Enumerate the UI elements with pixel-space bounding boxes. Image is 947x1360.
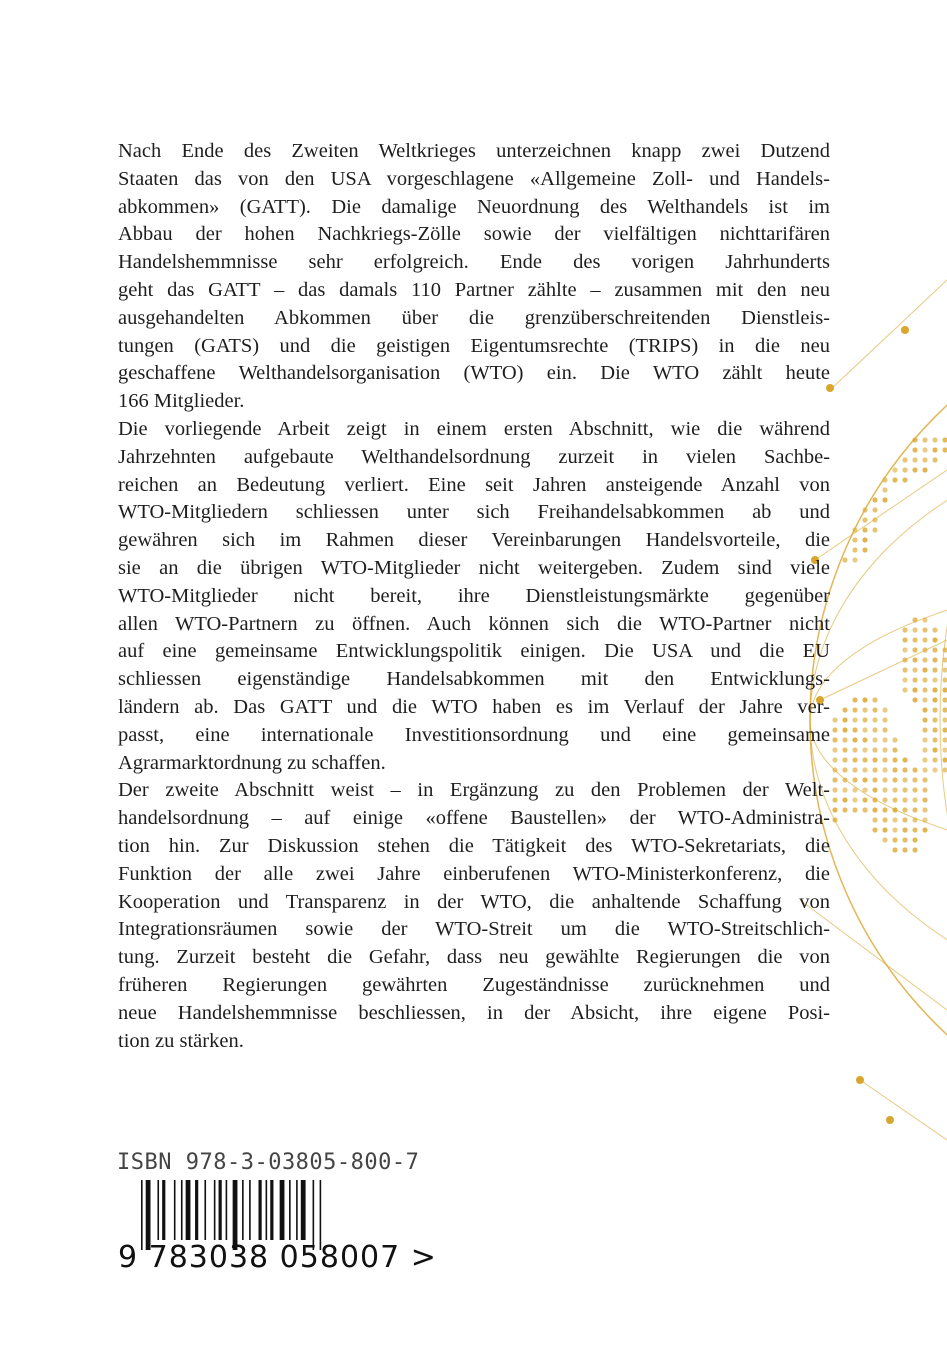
barcode-bar	[174, 1180, 176, 1240]
globe-dot	[902, 797, 907, 802]
globe-dot	[932, 637, 937, 642]
globe-dot	[882, 717, 887, 722]
globe-dot	[942, 667, 947, 672]
globe-dot	[922, 727, 927, 732]
globe-dot	[902, 637, 907, 642]
globe-dot	[902, 777, 907, 782]
paragraph	[118, 138, 830, 416]
globe-dot	[842, 757, 847, 762]
globe-dot	[872, 757, 877, 762]
globe-dot	[842, 737, 847, 742]
globe-dot	[872, 517, 877, 522]
network-node	[856, 1076, 864, 1084]
globe-dot	[922, 767, 927, 772]
globe-dot	[882, 827, 887, 832]
globe-dot	[922, 697, 927, 702]
globe-dot	[942, 677, 947, 682]
globe-dot	[922, 717, 927, 722]
text-line: 166 Mitglieder.	[118, 390, 245, 413]
barcode-bar	[226, 1180, 228, 1240]
globe-dot	[872, 727, 877, 732]
text-line: WTO-Mitgliedern schliessen unter sich Freihandelsabkommen ab und	[118, 501, 830, 524]
globe-dot	[912, 817, 917, 822]
globe-dot	[862, 537, 867, 542]
globe-dot	[902, 827, 907, 832]
text-line: reichen an Bedeutung verliert. Eine seit Jahren ansteigende Anzahl von	[118, 473, 830, 496]
globe-dot	[872, 717, 877, 722]
globe-dot	[872, 787, 877, 792]
globe-dot	[862, 547, 867, 552]
globe-dot	[842, 557, 847, 562]
globe-dot	[862, 807, 867, 812]
globe-dot	[842, 797, 847, 802]
globe-dot	[852, 717, 857, 722]
text-line: tion zu stärken.	[118, 1029, 244, 1052]
globe-dot	[922, 757, 927, 762]
globe-dot	[942, 647, 947, 652]
globe-dot	[932, 687, 937, 692]
paragraph	[118, 777, 830, 1055]
network-node	[886, 1116, 894, 1124]
globe-dot	[912, 457, 917, 462]
globe-dot	[892, 837, 897, 842]
globe-dot	[882, 727, 887, 732]
globe-dot	[832, 777, 837, 782]
text-line: Kooperation und Transparenz in der WTO, die anhaltende Schaffung von	[118, 890, 830, 913]
globe-dot	[872, 737, 877, 742]
globe-dot	[892, 847, 897, 852]
globe-dot	[942, 757, 947, 762]
text-line: Abbau der hohen Nachkriegs-Zölle sowie der vielfältigen nichttarifären	[118, 223, 830, 246]
globe-dot	[912, 687, 917, 692]
barcode-bar	[270, 1180, 273, 1240]
globe-dot	[912, 657, 917, 662]
globe-dot	[912, 677, 917, 682]
globe-dot	[902, 847, 907, 852]
globe-dot	[902, 837, 907, 842]
barcode-bar	[204, 1180, 206, 1240]
globe-dot	[912, 797, 917, 802]
globe-dot	[892, 737, 897, 742]
network-line	[830, 280, 947, 390]
globe-dot	[932, 717, 937, 722]
globe-dot	[832, 757, 837, 762]
globe-dot	[902, 467, 907, 472]
globe-dot	[892, 777, 897, 782]
globe-dot	[942, 717, 947, 722]
text-line: tion hin. Zur Diskussion stehen die Tätigkeit des WTO-Sekretariats, die	[118, 834, 830, 857]
globe-dot	[862, 527, 867, 532]
globe-dot	[872, 707, 877, 712]
barcode-bar	[301, 1180, 306, 1240]
globe-dot	[862, 747, 867, 752]
globe-dot	[892, 817, 897, 822]
text-line: ländern ab. Das GATT und die WTO haben es im Verlauf der Jahre ver-	[118, 695, 830, 718]
ean-number: 9 783038 058007 >	[118, 1240, 437, 1275]
globe-dot	[912, 467, 917, 472]
globe-dot	[832, 807, 837, 812]
globe-dot	[842, 787, 847, 792]
globe-dot	[892, 807, 897, 812]
globe-dot	[872, 527, 877, 532]
text-line: ausgehandelten Abkommen über die grenzüberschreitenden Dienstleis-	[118, 306, 830, 329]
globe-dot	[922, 707, 927, 712]
barcode-bar	[249, 1180, 251, 1240]
globe-dot	[912, 837, 917, 842]
globe-dot	[922, 627, 927, 632]
globe-dot	[852, 707, 857, 712]
globe-dot	[832, 797, 837, 802]
globe-dot	[862, 707, 867, 712]
globe-dot	[922, 657, 927, 662]
globe-dot	[852, 697, 857, 702]
text-line: geschaffene Welthandelsorganisation (WTO) ein. Die WTO zählt heute	[118, 362, 830, 385]
globe-dot	[852, 767, 857, 772]
globe-dot	[942, 767, 947, 772]
text-line: handelsordnung – auf einige «offene Baustellen» der WTO-Administra-	[118, 807, 830, 830]
globe-dot	[852, 557, 857, 562]
globe-dot	[932, 707, 937, 712]
globe-dot	[882, 487, 887, 492]
isbn-label: ISBN 978-3-03805-800-7	[117, 1150, 420, 1175]
globe-dot	[892, 747, 897, 752]
globe-dot	[922, 647, 927, 652]
text-line: sie an die übrigen WTO-Mitglieder nicht weitergeben. Zudem sind viele	[118, 556, 830, 579]
barcode-bar	[195, 1180, 198, 1240]
globe-dot	[922, 677, 927, 682]
globe-dot	[942, 697, 947, 702]
globe-dot	[922, 817, 927, 822]
globe-dot	[832, 717, 837, 722]
globe-dot	[922, 467, 927, 472]
globe-dot	[882, 837, 887, 842]
globe-dot	[862, 517, 867, 522]
barcode-bar	[242, 1180, 244, 1240]
globe-dot	[852, 737, 857, 742]
globe-dot	[932, 647, 937, 652]
globe-dot	[842, 747, 847, 752]
globe-dot	[872, 797, 877, 802]
globe-dot	[912, 827, 917, 832]
globe-dot	[862, 717, 867, 722]
globe-dot	[942, 707, 947, 712]
globe-dot	[902, 787, 907, 792]
globe-dot	[932, 627, 937, 632]
globe-dot	[892, 477, 897, 482]
globe-dot	[862, 507, 867, 512]
globe-dot	[842, 767, 847, 772]
globe-dot	[842, 727, 847, 732]
globe-dot	[882, 757, 887, 762]
globe-dot	[842, 717, 847, 722]
globe-dot	[852, 747, 857, 752]
text-line: Handelshemmnisse sehr erfolgreich. Ende des vorigen Jahrhunderts	[118, 251, 830, 274]
globe-dot	[912, 807, 917, 812]
globe-dot	[942, 727, 947, 732]
globe-dot	[882, 797, 887, 802]
text-line: Nach Ende des Zweiten Weltkrieges unterzeichnen knapp zwei Dutzend	[118, 140, 830, 162]
globe-dot	[922, 457, 927, 462]
globe-dot	[912, 777, 917, 782]
globe-dot	[882, 497, 887, 502]
globe-dot	[922, 737, 927, 742]
globe-dot	[922, 787, 927, 792]
globe-dot	[882, 767, 887, 772]
globe-dot	[852, 537, 857, 542]
globe-dot	[912, 767, 917, 772]
globe-dot	[912, 697, 917, 702]
barcode-bar	[296, 1180, 298, 1240]
blurb-text	[118, 138, 830, 1055]
globe-dot	[892, 757, 897, 762]
globe-dot	[912, 627, 917, 632]
text-line: Die vorliegende Arbeit zeigt in einem ersten Abschnitt, wie die während	[118, 417, 830, 440]
text-line: gewähren sich im Rahmen dieser Vereinbarungen Handelsvorteile, die	[118, 529, 830, 552]
globe-dot	[892, 797, 897, 802]
globe-dot	[902, 767, 907, 772]
globe-dot	[922, 687, 927, 692]
globe-dot	[862, 697, 867, 702]
globe-dot	[852, 777, 857, 782]
globe-dot	[852, 797, 857, 802]
globe-dot	[902, 477, 907, 482]
text-line: Der zweite Abschnitt weist – in Ergänzung zu den Problemen der Welt-	[118, 779, 830, 802]
globe-dot	[902, 627, 907, 632]
text-line: schliessen eigenständige Handelsabkommen mit den Entwicklungs-	[118, 668, 830, 691]
globe-dot	[882, 477, 887, 482]
globe-dot	[872, 817, 877, 822]
globe-dot	[862, 727, 867, 732]
globe-dot	[872, 497, 877, 502]
globe-dot	[872, 747, 877, 752]
barcode-bar	[162, 1180, 165, 1240]
globe-dot	[932, 437, 937, 442]
globe-dot	[932, 697, 937, 702]
globe-dot	[922, 747, 927, 752]
globe-dot	[872, 777, 877, 782]
text-line: Staaten das von den USA vorgeschlagene «Allgemeine Zoll- und Handels-	[118, 167, 830, 190]
globe-dot	[902, 807, 907, 812]
globe-dot	[852, 727, 857, 732]
network-line	[820, 640, 947, 700]
globe-dot	[922, 797, 927, 802]
text-line: Integrationsräumen sowie der WTO-Streit um die WTO-Streitschlich-	[118, 918, 830, 941]
globe-dot	[842, 707, 847, 712]
globe-dot	[932, 667, 937, 672]
globe-dot	[932, 447, 937, 452]
barcode-bar	[219, 1180, 222, 1240]
barcode-bar	[157, 1180, 159, 1240]
globe-dot	[852, 787, 857, 792]
globe-dot	[922, 807, 927, 812]
globe-dot	[892, 787, 897, 792]
globe-dot	[872, 697, 877, 702]
globe-dot	[862, 767, 867, 772]
globe-dot	[832, 787, 837, 792]
globe-dot	[892, 827, 897, 832]
globe-dot	[902, 817, 907, 822]
globe-dot	[862, 757, 867, 762]
globe-dot	[912, 847, 917, 852]
globe-dot	[922, 667, 927, 672]
text-line: Agrarmarktordnung zu schaffen.	[118, 751, 386, 774]
globe-dot	[882, 707, 887, 712]
globe-dot	[882, 787, 887, 792]
globe-dot	[942, 437, 947, 442]
globe-dot	[862, 737, 867, 742]
globe-dot	[872, 767, 877, 772]
globe-dot	[922, 777, 927, 782]
globe-dot	[932, 727, 937, 732]
globe-dot	[902, 647, 907, 652]
globe-dot	[932, 457, 937, 462]
globe-dot	[882, 777, 887, 782]
globe-dot	[912, 437, 917, 442]
globe-dot	[932, 767, 937, 772]
barcode-bar	[214, 1180, 216, 1240]
globe-dot	[832, 737, 837, 742]
globe-dot	[862, 787, 867, 792]
globe-dot	[922, 437, 927, 442]
globe-dot	[942, 747, 947, 752]
globe-dot	[912, 647, 917, 652]
globe-dot	[902, 657, 907, 662]
globe-dot	[832, 767, 837, 772]
globe-dot	[902, 457, 907, 462]
text-line: passt, eine internationale Investitionsordnung und eine gemeinsame	[118, 723, 830, 746]
text-line: allen WTO-Partnern zu öffnen. Auch können sich die WTO-Partner nicht	[118, 612, 830, 635]
barcode-bar	[181, 1180, 183, 1240]
text-line: neue Handelshemmnisse beschliessen, in der Absicht, ihre eigene Posi-	[118, 1001, 830, 1024]
text-line: tung. Zurzeit besteht die Gefahr, dass neu gewählte Regierungen die von	[118, 946, 830, 969]
globe-dot	[902, 757, 907, 762]
globe-dot	[932, 757, 937, 762]
text-line: abkommen» (GATT). Die damalige Neuordnung des Welthandels ist im	[118, 195, 830, 218]
globe-dot	[942, 737, 947, 742]
globe-dot	[902, 687, 907, 692]
globe-dot	[912, 447, 917, 452]
network-line	[860, 1080, 947, 1140]
globe-dot	[942, 447, 947, 452]
globe-dot	[912, 617, 917, 622]
globe-dot	[932, 657, 937, 662]
globe-dot	[882, 747, 887, 752]
text-line: WTO-Mitglieder nicht bereit, ihre Dienstleistungsmärkte gegenüber	[118, 584, 830, 607]
globe-dot	[852, 547, 857, 552]
text-line: Jahrzehnten aufgebaute Welthandelsordnung zurzeit in vielen Sachbe-	[118, 445, 830, 468]
globe-dot	[892, 767, 897, 772]
globe-dot	[942, 687, 947, 692]
network-node	[901, 326, 909, 334]
globe-dot	[912, 787, 917, 792]
globe-dot	[832, 727, 837, 732]
globe-dot	[932, 737, 937, 742]
globe-dot	[882, 807, 887, 812]
globe-dot	[852, 757, 857, 762]
globe-dot	[862, 777, 867, 782]
text-line: auf eine gemeinsame Entwicklungspolitik einigen. Die USA und die EU	[118, 640, 830, 663]
text-line: früheren Regierungen gewährten Zugeständnisse zurücknehmen und	[118, 973, 830, 996]
barcode-bar	[186, 1180, 191, 1240]
globe-dot	[862, 797, 867, 802]
globe-dot	[932, 747, 937, 752]
globe-dot	[852, 807, 857, 812]
globe-dot	[922, 447, 927, 452]
barcode-bar	[280, 1180, 285, 1240]
globe-dot	[882, 737, 887, 742]
globe-dot	[932, 677, 937, 682]
globe-dot	[832, 747, 837, 752]
globe-dot	[912, 637, 917, 642]
barcode-bar	[289, 1180, 291, 1240]
globe-dot	[872, 507, 877, 512]
globe-dot	[922, 617, 927, 622]
globe-dot	[922, 637, 927, 642]
globe-dot	[912, 667, 917, 672]
text-line: Funktion der alle zwei Jahre einberufenen WTO-Ministerkonferenz, die	[118, 862, 830, 885]
globe-dot	[872, 807, 877, 812]
globe-dot	[842, 777, 847, 782]
globe-dot	[902, 667, 907, 672]
globe-dot	[892, 467, 897, 472]
text-line: geht das GATT – das damals 110 Partner zählte – zusammen mit den neu	[118, 278, 830, 301]
barcode-bar	[259, 1180, 262, 1240]
globe-dot	[902, 677, 907, 682]
text-line: tungen (GATS) und die geistigen Eigentumsrechte (TRIPS) in die neu	[118, 334, 830, 357]
paragraph	[118, 416, 830, 777]
barcode-bar	[266, 1180, 268, 1240]
globe-dot	[872, 827, 877, 832]
globe-dot	[832, 817, 837, 822]
globe-dot	[922, 827, 927, 832]
globe-dot	[842, 807, 847, 812]
globe-dot	[852, 527, 857, 532]
globe-dot	[882, 817, 887, 822]
